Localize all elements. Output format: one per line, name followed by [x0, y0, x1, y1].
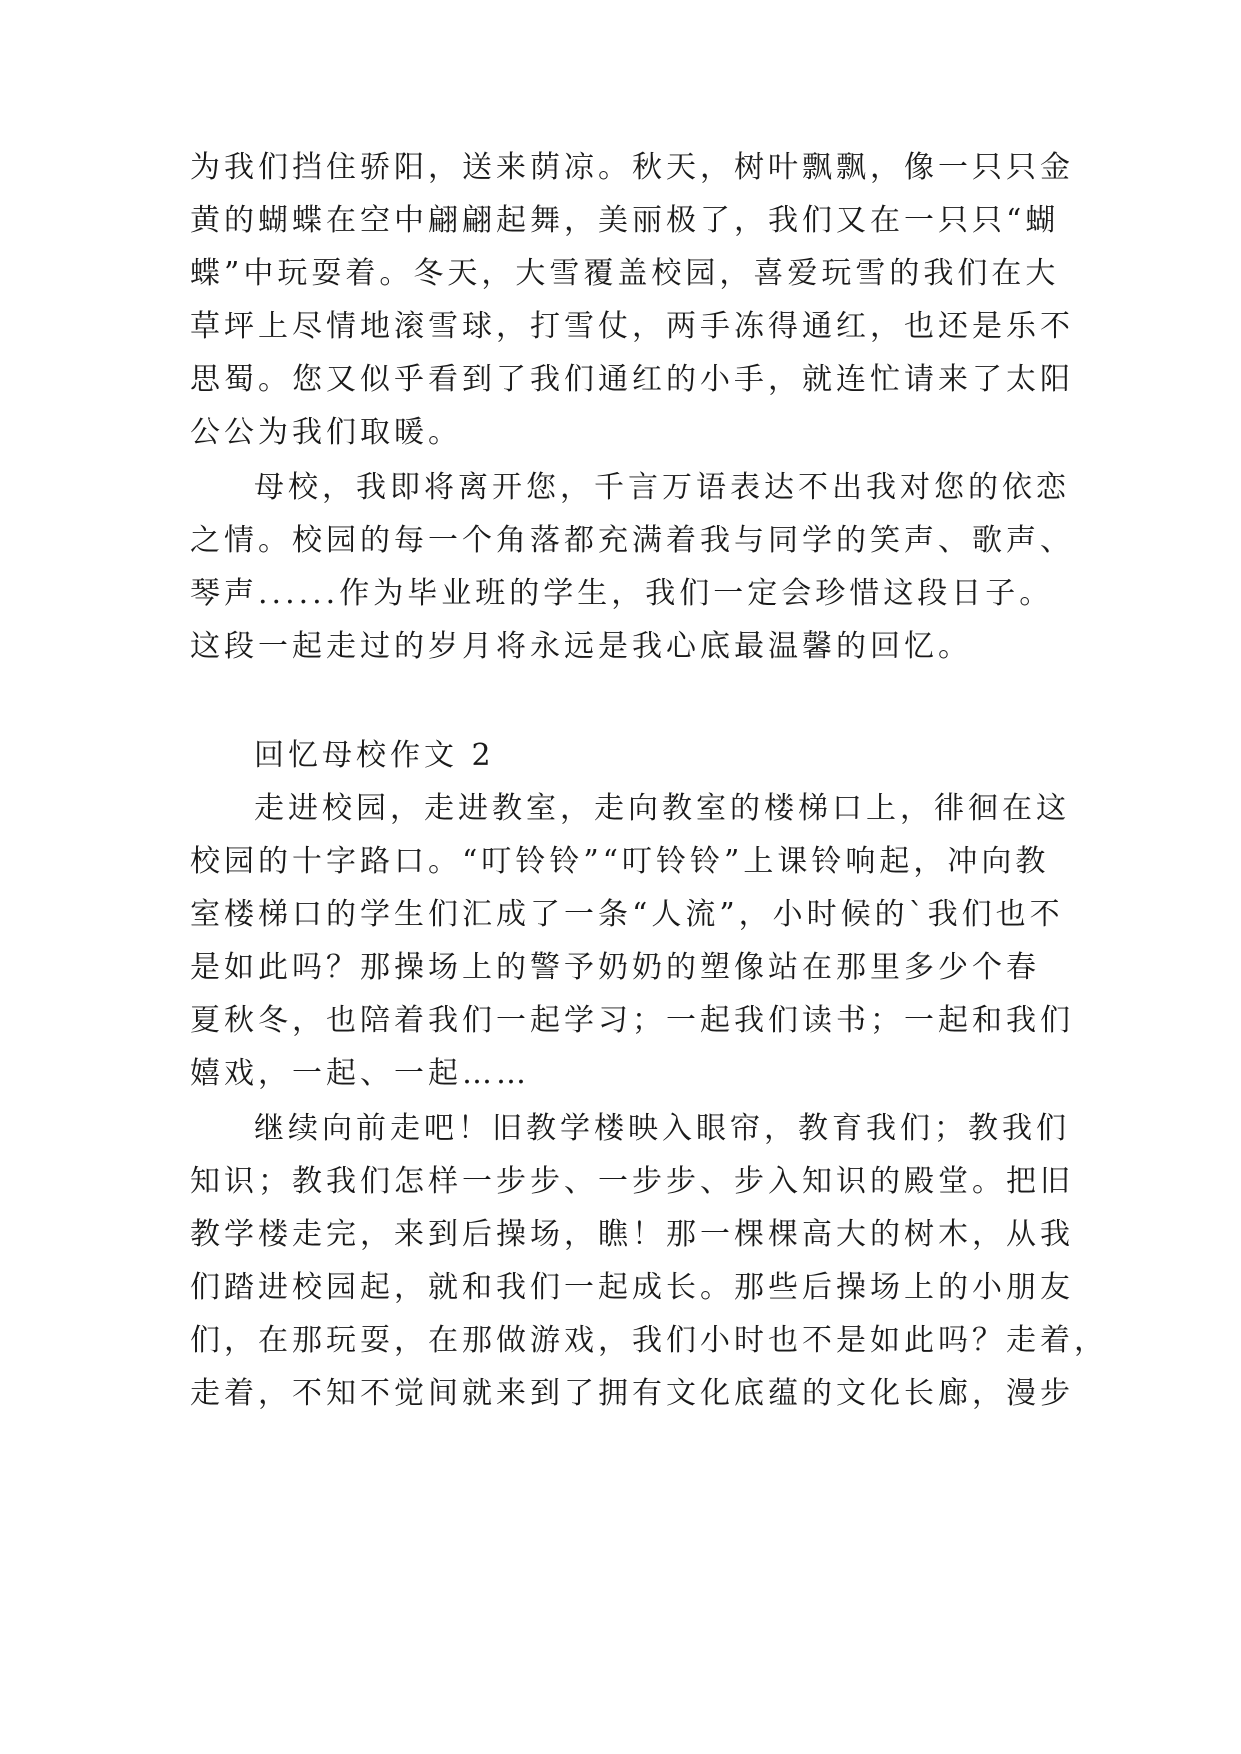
paragraph-line: 之情。校园的每一个角落都充满着我与同学的笑声、歌声、 [190, 523, 1074, 558]
paragraph-line: 母校，我即将离开您，千言万语表达不出我对您的依恋 [254, 470, 1070, 505]
section-heading: 回忆母校作文 2 [254, 738, 495, 773]
paragraph-line: 走进校园，走进教室，走向教室的楼梯口上，徘徊在这 [254, 791, 1070, 826]
paragraph-line: 室楼梯口的学生们汇成了一条“人流”，小时候的`我们也不 [190, 897, 1064, 932]
paragraph-line: 教学楼走完，来到后操场，瞧！那一棵棵高大的树木，从我 [190, 1217, 1074, 1252]
paragraph-line: 为我们挡住骄阳，送来荫凉。秋天，树叶飘飘，像一只只金 [190, 150, 1074, 185]
paragraph-line: 公公为我们取暖。 [190, 415, 462, 450]
paragraph-line: 走着，不知不觉间就来到了拥有文化底蕴的文化长廊，漫步 [190, 1376, 1074, 1411]
paragraph-line: 夏秋冬，也陪着我们一起学习；一起我们读书；一起和我们 [190, 1003, 1074, 1038]
paragraph-line: 草坪上尽情地滚雪球，打雪仗，两手冻得通红，也还是乐不 [190, 309, 1074, 344]
paragraph-line: 嬉戏，一起、一起…… [190, 1056, 530, 1091]
paragraph-line: 琴声......作为毕业班的学生，我们一定会珍惜这段日子。 [190, 576, 1054, 611]
paragraph-line: 思蜀。您又似乎看到了我们通红的小手，就连忙请来了太阳 [190, 362, 1074, 397]
paragraph-line: 继续向前走吧！旧教学楼映入眼帘，教育我们；教我们 [254, 1111, 1070, 1146]
paragraph-line: 这段一起走过的岁月将永远是我心底最温馨的回忆。 [190, 629, 972, 664]
paragraph-line: 校园的十字路口。“叮铃铃”“叮铃铃”上课铃响起，冲向教 [190, 844, 1050, 879]
paragraph-line: 是如此吗？那操场上的警予奶奶的塑像站在那里多少个春 [190, 950, 1040, 985]
paragraph-line: 们，在那玩耍，在那做游戏，我们小时也不是如此吗？走着， [190, 1323, 1108, 1358]
paragraph-line: 蝶”中玩耍着。冬天，大雪覆盖校园，喜爱玩雪的我们在大 [190, 256, 1060, 291]
paragraph-line: 知识；教我们怎样一步步、一步步、步入知识的殿堂。把旧 [190, 1164, 1074, 1199]
paragraph-line: 黄的蝴蝶在空中翩翩起舞，美丽极了，我们又在一只只“蝴 [190, 203, 1060, 238]
paragraph-line: 们踏进校园起，就和我们一起成长。那些后操场上的小朋友 [190, 1270, 1074, 1305]
